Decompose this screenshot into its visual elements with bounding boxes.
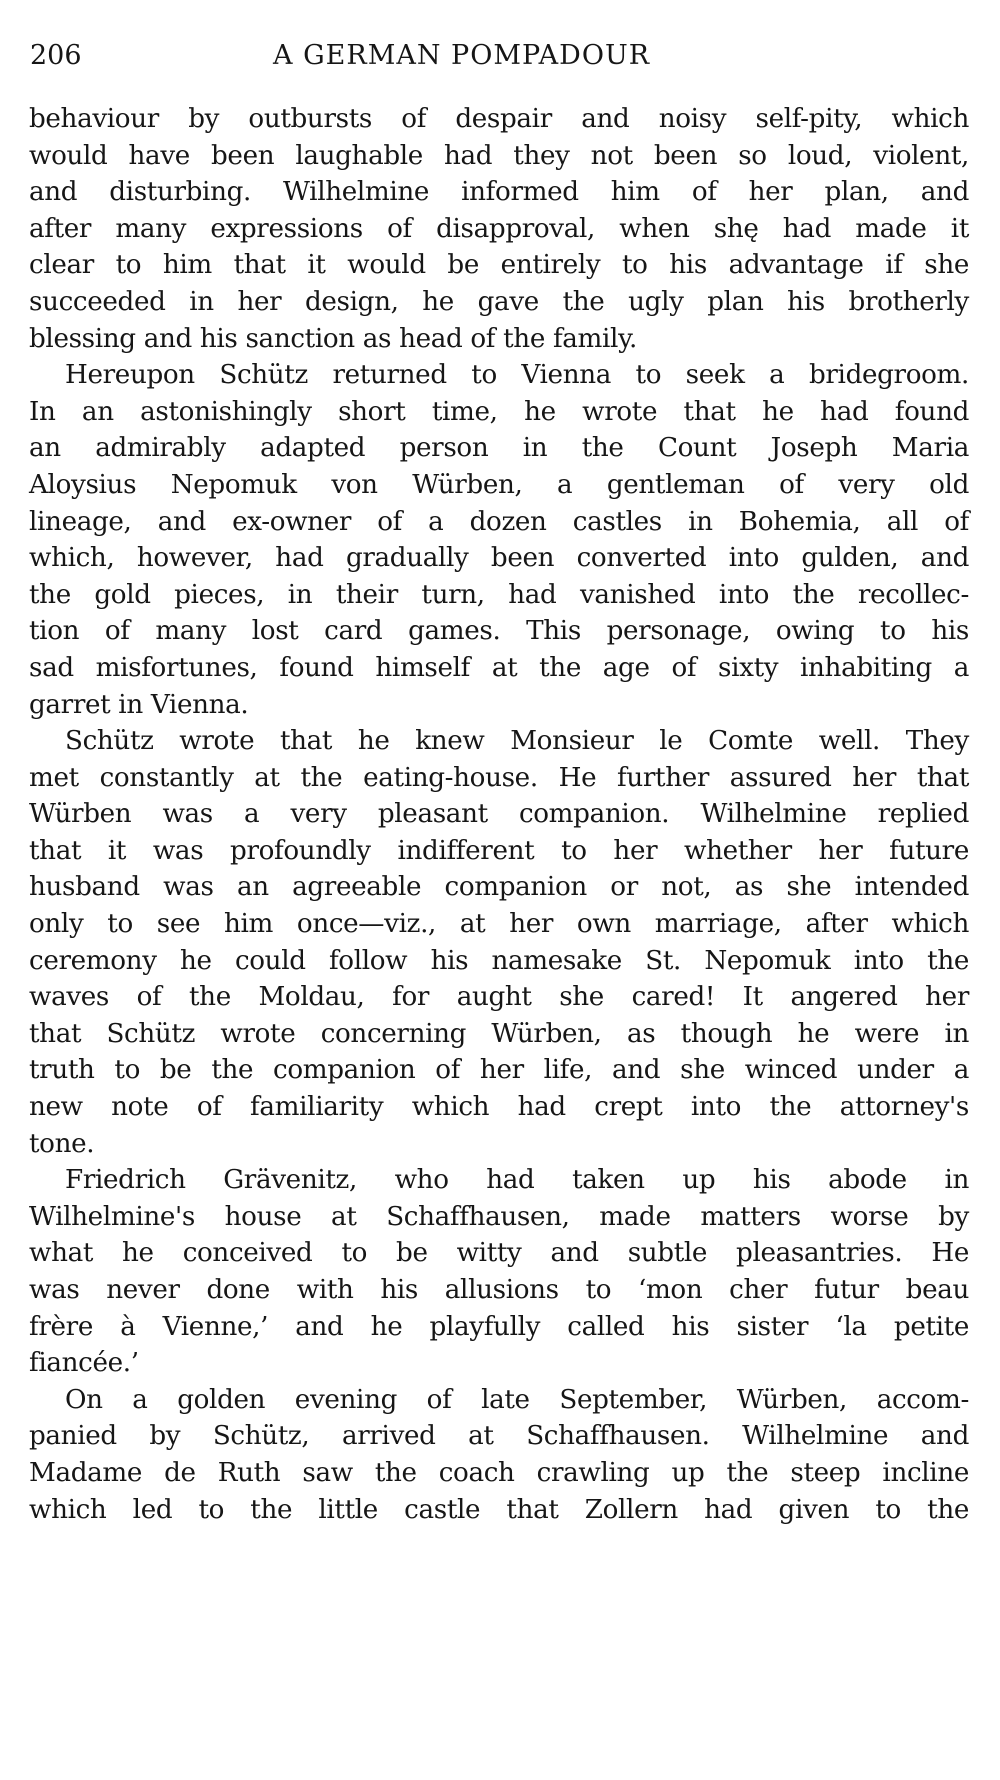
text-line: behaviour by outbursts of despair and noisy self-pity, which [29, 104, 969, 134]
text-line: tone. [29, 1128, 95, 1159]
text-line: that Schütz wrote concerning Würben, as though he were in [29, 1018, 969, 1049]
paragraph [29, 101, 969, 357]
page-number: 206 [30, 40, 82, 71]
text-line: garret in Vienna. [29, 689, 249, 720]
text-line: husband was an agreeable companion or not, as she intended [29, 872, 969, 903]
paragraph [29, 1162, 969, 1382]
text-line: what he conceived to be witty and subtle pleasantries. He [29, 1238, 969, 1269]
text-line: and disturbing. Wilhelmine informed him of her plan, and [29, 177, 969, 208]
text-line: met constantly at the eating-house. He further assured her that [29, 762, 969, 793]
paragraph [29, 357, 969, 723]
text-line: that it was profoundly indifferent to her whether her future [29, 835, 969, 866]
text-line: Madame de Ruth saw the coach crawling up the steep incline [29, 1457, 969, 1488]
text-line: which led to the little castle that Zollern had given to the [29, 1494, 969, 1525]
text-line: Friedrich Grävenitz, who had taken up his abode in [65, 1165, 969, 1196]
text-line: which, however, had gradually been converted into gulden, and [29, 543, 969, 574]
text-line: truth to be the companion of her life, and she winced under a [29, 1055, 969, 1086]
text-line: Wilhelmine's house at Schaffhausen, made matters worse by [29, 1201, 969, 1232]
text-line: tion of many lost card games. This personage, owing to his [29, 616, 969, 647]
text-line: lineage, and ex-owner of a dozen castles in Bohemia, all of [29, 506, 969, 537]
text-line: was never done with his allusions to ‘mon cher futur beau [29, 1275, 969, 1305]
text-line: new note of familiarity which had crept into the attorney's [29, 1092, 969, 1123]
text-line: ceremony he could follow his namesake St. Nepomuk into the [29, 945, 969, 976]
text-line: blessing and his sanction as head of the family. [29, 323, 638, 354]
text-line: the gold pieces, in their turn, had vanished into the recollec- [29, 579, 969, 610]
text-line: only to see him once—viz., at her own marriage, after which [29, 909, 969, 940]
text-line: Hereupon Schütz returned to Vienna to seek a bridegroom. [65, 360, 969, 391]
text-line: On a golden evening of late September, Würben, accom- [65, 1384, 969, 1415]
text-line: Schütz wrote that he knew Monsieur le Comte well. They [65, 726, 969, 757]
body-text [29, 101, 969, 1528]
text-line: Aloysius Nepomuk von Würben, a gentleman of very old [29, 469, 969, 500]
text-line: panied by Schütz, arrived at Schaffhausen. Wilhelmine and [29, 1421, 969, 1452]
text-line: sad misfortunes, found himself at the age of sixty inhabiting a [29, 652, 969, 683]
text-line: waves of the Moldau, for aught she cared! It angered her [29, 982, 969, 1013]
text-line: an admirably adapted person in the Count Joseph Maria [29, 433, 969, 464]
running-head [30, 36, 970, 76]
running-title: A GERMAN POMPADOUR [273, 40, 651, 71]
text-line: fiancée.’ [29, 1348, 139, 1379]
text-line: after many expressions of disapproval, when shę had made it [29, 213, 969, 244]
text-line: would have been laughable had they not been so loud, violent, [29, 140, 969, 171]
text-line: succeeded in her design, he gave the ugly plan his brotherly [29, 286, 969, 317]
text-line: frère à Vienne,’ and he playfully called his sister ‘la petite [29, 1311, 969, 1342]
text-line: Würben was a very pleasant companion. Wilhelmine replied [29, 799, 969, 830]
paragraph [29, 1382, 969, 1528]
paragraph [29, 723, 969, 1162]
text-line: clear to him that it would be entirely to his advantage if she [29, 250, 969, 281]
text-line: In an astonishingly short time, he wrote that he had found [29, 396, 969, 427]
